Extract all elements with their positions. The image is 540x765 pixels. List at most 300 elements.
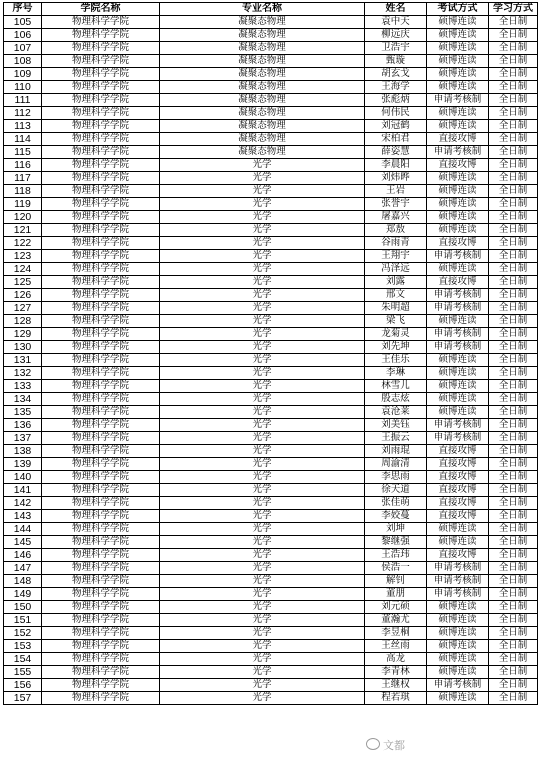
- table-row: [4, 68, 538, 81]
- cell-name: 王丝雨: [365, 640, 427, 653]
- cell-major: 光学: [160, 445, 365, 458]
- cell-index: 137: [4, 432, 42, 445]
- cell-index: 116: [4, 159, 42, 172]
- cell-exam-method: 直接攻博: [427, 484, 489, 497]
- cell-study-mode: 全日制: [489, 497, 538, 510]
- table-row: [4, 354, 538, 367]
- cell-exam-method: 申请考核制: [427, 328, 489, 341]
- cell-exam-method: 硕博连读: [427, 692, 489, 705]
- table-row: [4, 588, 538, 601]
- table-row: [4, 42, 538, 55]
- cell-study-mode: 全日制: [489, 627, 538, 640]
- table-row: [4, 315, 538, 328]
- cell-index: 114: [4, 133, 42, 146]
- cell-college: 物理科学学院: [42, 94, 160, 107]
- cell-study-mode: 全日制: [489, 367, 538, 380]
- cell-name: 刘坤: [365, 523, 427, 536]
- cell-college: 物理科学学院: [42, 198, 160, 211]
- admission-list-table: [3, 2, 538, 705]
- table-row: [4, 393, 538, 406]
- cell-major: 光学: [160, 237, 365, 250]
- cell-college: 物理科学学院: [42, 29, 160, 42]
- cell-index: 120: [4, 211, 42, 224]
- cell-exam-method: 硕博连读: [427, 185, 489, 198]
- header-name: 姓名: [365, 3, 427, 16]
- table-row: [4, 341, 538, 354]
- cell-exam-method: 硕博连读: [427, 224, 489, 237]
- cell-major: 光学: [160, 510, 365, 523]
- cell-index: 153: [4, 640, 42, 653]
- cell-index: 131: [4, 354, 42, 367]
- cell-name: 朱明超: [365, 302, 427, 315]
- cell-major: 光学: [160, 640, 365, 653]
- cell-college: 物理科学学院: [42, 341, 160, 354]
- cell-exam-method: 直接攻博: [427, 445, 489, 458]
- cell-index: 127: [4, 302, 42, 315]
- cell-name: 王继权: [365, 679, 427, 692]
- cell-study-mode: 全日制: [489, 302, 538, 315]
- cell-major: 光学: [160, 523, 365, 536]
- cell-major: 光学: [160, 484, 365, 497]
- cell-index: 146: [4, 549, 42, 562]
- cell-name: 林雪儿: [365, 380, 427, 393]
- cell-major: 光学: [160, 198, 365, 211]
- cell-major: 光学: [160, 601, 365, 614]
- cell-exam-method: 硕博连读: [427, 81, 489, 94]
- cell-study-mode: 全日制: [489, 198, 538, 211]
- table-row: [4, 666, 538, 679]
- cell-study-mode: 全日制: [489, 653, 538, 666]
- cell-study-mode: 全日制: [489, 536, 538, 549]
- cell-college: 物理科学学院: [42, 497, 160, 510]
- cell-study-mode: 全日制: [489, 224, 538, 237]
- table-row: [4, 536, 538, 549]
- cell-index: 110: [4, 81, 42, 94]
- cell-exam-method: 申请考核制: [427, 250, 489, 263]
- cell-exam-method: 硕博连读: [427, 406, 489, 419]
- cell-name: 高龙: [365, 653, 427, 666]
- cell-college: 物理科学学院: [42, 224, 160, 237]
- cell-college: 物理科学学院: [42, 627, 160, 640]
- cell-major: 光学: [160, 224, 365, 237]
- cell-college: 物理科学学院: [42, 419, 160, 432]
- cell-name: 李姣蔓: [365, 510, 427, 523]
- cell-name: 周渝清: [365, 458, 427, 471]
- header-major: 专业名称: [160, 3, 365, 16]
- cell-study-mode: 全日制: [489, 81, 538, 94]
- cell-study-mode: 全日制: [489, 328, 538, 341]
- cell-name: 徐天道: [365, 484, 427, 497]
- cell-index: 149: [4, 588, 42, 601]
- cell-study-mode: 全日制: [489, 55, 538, 68]
- cell-college: 物理科学学院: [42, 575, 160, 588]
- cell-study-mode: 全日制: [489, 601, 538, 614]
- table-row: [4, 302, 538, 315]
- table-row: [4, 211, 538, 224]
- cell-exam-method: 直接攻博: [427, 510, 489, 523]
- cell-major: 光学: [160, 263, 365, 276]
- cell-college: 物理科学学院: [42, 68, 160, 81]
- table-body: [4, 16, 538, 705]
- cell-study-mode: 全日制: [489, 172, 538, 185]
- table-row: [4, 94, 538, 107]
- table-row: [4, 198, 538, 211]
- cell-index: 133: [4, 380, 42, 393]
- cell-exam-method: 硕博连读: [427, 380, 489, 393]
- cell-major: 光学: [160, 666, 365, 679]
- cell-major: 光学: [160, 380, 365, 393]
- cell-index: 112: [4, 107, 42, 120]
- table-row: [4, 289, 538, 302]
- cell-name: 柳远庆: [365, 29, 427, 42]
- cell-index: 155: [4, 666, 42, 679]
- cell-index: 119: [4, 198, 42, 211]
- cell-study-mode: 全日制: [489, 380, 538, 393]
- cell-name: 刘露: [365, 276, 427, 289]
- cell-name: 刘炜晔: [365, 172, 427, 185]
- cell-college: 物理科学学院: [42, 159, 160, 172]
- cell-major: 光学: [160, 250, 365, 263]
- cell-college: 物理科学学院: [42, 315, 160, 328]
- cell-exam-method: 申请考核制: [427, 146, 489, 159]
- cell-major: 光学: [160, 159, 365, 172]
- cell-major: 光学: [160, 172, 365, 185]
- cell-college: 物理科学学院: [42, 432, 160, 445]
- table-row: [4, 458, 538, 471]
- cell-name: 张彪炳: [365, 94, 427, 107]
- cell-major: 光学: [160, 393, 365, 406]
- cell-name: 王振云: [365, 432, 427, 445]
- cell-major: 凝聚态物理: [160, 81, 365, 94]
- table-row: [4, 380, 538, 393]
- cell-name: 王海学: [365, 81, 427, 94]
- cell-index: 107: [4, 42, 42, 55]
- cell-study-mode: 全日制: [489, 120, 538, 133]
- cell-study-mode: 全日制: [489, 68, 538, 81]
- cell-college: 物理科学学院: [42, 302, 160, 315]
- cell-major: 光学: [160, 562, 365, 575]
- cell-major: 光学: [160, 289, 365, 302]
- cell-name: 郑敖: [365, 224, 427, 237]
- cell-exam-method: 申请考核制: [427, 94, 489, 107]
- cell-study-mode: 全日制: [489, 315, 538, 328]
- cell-index: 125: [4, 276, 42, 289]
- cell-study-mode: 全日制: [489, 211, 538, 224]
- watermark: [366, 737, 405, 753]
- cell-college: 物理科学学院: [42, 510, 160, 523]
- cell-exam-method: 申请考核制: [427, 341, 489, 354]
- cell-exam-method: 申请考核制: [427, 432, 489, 445]
- table-row: [4, 679, 538, 692]
- cell-college: 物理科学学院: [42, 523, 160, 536]
- cell-study-mode: 全日制: [489, 263, 538, 276]
- cell-college: 物理科学学院: [42, 328, 160, 341]
- cell-index: 108: [4, 55, 42, 68]
- cell-name: 薛姿慧: [365, 146, 427, 159]
- cell-name: 屠嘉兴: [365, 211, 427, 224]
- cell-study-mode: 全日制: [489, 159, 538, 172]
- header-college: 学院名称: [42, 3, 160, 16]
- cell-exam-method: 直接攻博: [427, 458, 489, 471]
- cell-name: 王浩玮: [365, 549, 427, 562]
- cell-name: 张佳萌: [365, 497, 427, 510]
- cell-study-mode: 全日制: [489, 133, 538, 146]
- cell-exam-method: 硕博连读: [427, 16, 489, 29]
- cell-study-mode: 全日制: [489, 523, 538, 536]
- cell-exam-method: 申请考核制: [427, 588, 489, 601]
- cell-college: 物理科学学院: [42, 588, 160, 601]
- cell-name: 胡玄戈: [365, 68, 427, 81]
- cell-college: 物理科学学院: [42, 393, 160, 406]
- cell-study-mode: 全日制: [489, 237, 538, 250]
- cell-index: 128: [4, 315, 42, 328]
- cell-name: 王翔宇: [365, 250, 427, 263]
- cell-study-mode: 全日制: [489, 94, 538, 107]
- cell-name: 黎继强: [365, 536, 427, 549]
- cell-major: 光学: [160, 471, 365, 484]
- cell-index: 143: [4, 510, 42, 523]
- cell-name: 李昱桐: [365, 627, 427, 640]
- table-row: [4, 263, 538, 276]
- cell-name: 王岩: [365, 185, 427, 198]
- cell-index: 152: [4, 627, 42, 640]
- cell-major: 光学: [160, 692, 365, 705]
- cell-name: 侯浩一: [365, 562, 427, 575]
- cell-major: 光学: [160, 458, 365, 471]
- cell-exam-method: 申请考核制: [427, 419, 489, 432]
- cell-major: 光学: [160, 341, 365, 354]
- cell-index: 154: [4, 653, 42, 666]
- cell-index: 148: [4, 575, 42, 588]
- cell-exam-method: 申请考核制: [427, 562, 489, 575]
- cell-index: 113: [4, 120, 42, 133]
- cell-exam-method: 硕博连读: [427, 393, 489, 406]
- cell-name: 冯泽远: [365, 263, 427, 276]
- table-row: [4, 640, 538, 653]
- cell-exam-method: 直接攻博: [427, 276, 489, 289]
- table-row: [4, 406, 538, 419]
- cell-index: 105: [4, 16, 42, 29]
- cell-study-mode: 全日制: [489, 16, 538, 29]
- cell-index: 118: [4, 185, 42, 198]
- cell-college: 物理科学学院: [42, 81, 160, 94]
- cell-study-mode: 全日制: [489, 679, 538, 692]
- cell-index: 132: [4, 367, 42, 380]
- cell-study-mode: 全日制: [489, 29, 538, 42]
- cell-index: 117: [4, 172, 42, 185]
- cell-exam-method: 硕博连读: [427, 666, 489, 679]
- cell-index: 151: [4, 614, 42, 627]
- cell-major: 凝聚态物理: [160, 107, 365, 120]
- cell-name: 李晨阳: [365, 159, 427, 172]
- cell-college: 物理科学学院: [42, 367, 160, 380]
- table-row: [4, 55, 538, 68]
- table-row: [4, 120, 538, 133]
- cell-name: 刘美钰: [365, 419, 427, 432]
- cell-index: 141: [4, 484, 42, 497]
- cell-name: 刘元硕: [365, 601, 427, 614]
- cell-study-mode: 全日制: [489, 419, 538, 432]
- cell-college: 物理科学学院: [42, 276, 160, 289]
- cell-college: 物理科学学院: [42, 484, 160, 497]
- cell-name: 李思雨: [365, 471, 427, 484]
- cell-college: 物理科学学院: [42, 289, 160, 302]
- cell-college: 物理科学学院: [42, 237, 160, 250]
- cell-major: 光学: [160, 614, 365, 627]
- cell-major: 光学: [160, 302, 365, 315]
- cell-name: 刘冠鹤: [365, 120, 427, 133]
- table-row: [4, 328, 538, 341]
- cell-major: 光学: [160, 419, 365, 432]
- cell-major: 光学: [160, 536, 365, 549]
- table-row: [4, 16, 538, 29]
- cell-index: 156: [4, 679, 42, 692]
- cell-college: 物理科学学院: [42, 640, 160, 653]
- cell-major: 光学: [160, 328, 365, 341]
- cell-exam-method: 硕博连读: [427, 198, 489, 211]
- cell-exam-method: 硕博连读: [427, 42, 489, 55]
- cell-name: 殷志炫: [365, 393, 427, 406]
- cell-major: 光学: [160, 549, 365, 562]
- cell-index: 147: [4, 562, 42, 575]
- cell-college: 物理科学学院: [42, 458, 160, 471]
- cell-college: 物理科学学院: [42, 146, 160, 159]
- cell-college: 物理科学学院: [42, 133, 160, 146]
- cell-exam-method: 硕博连读: [427, 107, 489, 120]
- cell-exam-method: 硕博连读: [427, 523, 489, 536]
- cell-index: 122: [4, 237, 42, 250]
- cell-exam-method: 硕博连读: [427, 614, 489, 627]
- cell-name: 梁飞: [365, 315, 427, 328]
- table-row: [4, 562, 538, 575]
- cell-index: 157: [4, 692, 42, 705]
- cell-study-mode: 全日制: [489, 276, 538, 289]
- cell-index: 126: [4, 289, 42, 302]
- cell-index: 135: [4, 406, 42, 419]
- cell-exam-method: 直接攻博: [427, 237, 489, 250]
- cell-name: 何伟民: [365, 107, 427, 120]
- table-row: [4, 484, 538, 497]
- cell-study-mode: 全日制: [489, 471, 538, 484]
- cell-major: 光学: [160, 497, 365, 510]
- cell-study-mode: 全日制: [489, 458, 538, 471]
- cell-college: 物理科学学院: [42, 601, 160, 614]
- cell-major: 光学: [160, 679, 365, 692]
- cell-exam-method: 申请考核制: [427, 679, 489, 692]
- cell-study-mode: 全日制: [489, 549, 538, 562]
- cell-study-mode: 全日制: [489, 484, 538, 497]
- cell-exam-method: 申请考核制: [427, 289, 489, 302]
- table-row: [4, 627, 538, 640]
- cell-college: 物理科学学院: [42, 471, 160, 484]
- cell-name: 董朋: [365, 588, 427, 601]
- table-row: [4, 237, 538, 250]
- cell-index: 123: [4, 250, 42, 263]
- watermark-text: 文都: [383, 739, 405, 752]
- table-row: [4, 107, 538, 120]
- cell-college: 物理科学学院: [42, 354, 160, 367]
- cell-college: 物理科学学院: [42, 185, 160, 198]
- cell-name: 王佳乐: [365, 354, 427, 367]
- table-row: [4, 614, 538, 627]
- cell-study-mode: 全日制: [489, 562, 538, 575]
- cell-college: 物理科学学院: [42, 666, 160, 679]
- cell-name: 刘雨琨: [365, 445, 427, 458]
- table-row: [4, 276, 538, 289]
- cell-study-mode: 全日制: [489, 185, 538, 198]
- cell-college: 物理科学学院: [42, 107, 160, 120]
- cell-exam-method: 硕博连读: [427, 211, 489, 224]
- cell-name: 卫浩宇: [365, 42, 427, 55]
- cell-major: 光学: [160, 627, 365, 640]
- cell-exam-method: 硕博连读: [427, 536, 489, 549]
- table-row: [4, 601, 538, 614]
- cell-index: 134: [4, 393, 42, 406]
- cell-name: 宋柏君: [365, 133, 427, 146]
- table-row: [4, 471, 538, 484]
- cell-exam-method: 硕博连读: [427, 55, 489, 68]
- cell-college: 物理科学学院: [42, 445, 160, 458]
- cell-exam-method: 直接攻博: [427, 471, 489, 484]
- cell-college: 物理科学学院: [42, 120, 160, 133]
- cell-index: 150: [4, 601, 42, 614]
- cell-study-mode: 全日制: [489, 107, 538, 120]
- cell-major: 光学: [160, 315, 365, 328]
- cell-major: 光学: [160, 575, 365, 588]
- cell-college: 物理科学学院: [42, 406, 160, 419]
- cell-name: 董瀚尤: [365, 614, 427, 627]
- cell-name: 邢文: [365, 289, 427, 302]
- cell-major: 凝聚态物理: [160, 68, 365, 81]
- cell-study-mode: 全日制: [489, 42, 538, 55]
- cell-major: 凝聚态物理: [160, 16, 365, 29]
- cell-college: 物理科学学院: [42, 536, 160, 549]
- cell-study-mode: 全日制: [489, 445, 538, 458]
- cell-major: 光学: [160, 406, 365, 419]
- cell-index: 121: [4, 224, 42, 237]
- cell-major: 光学: [160, 276, 365, 289]
- cell-exam-method: 硕博连读: [427, 640, 489, 653]
- cell-exam-method: 硕博连读: [427, 354, 489, 367]
- cell-exam-method: 硕博连读: [427, 601, 489, 614]
- cell-study-mode: 全日制: [489, 510, 538, 523]
- cell-study-mode: 全日制: [489, 146, 538, 159]
- cell-study-mode: 全日制: [489, 614, 538, 627]
- table-row: [4, 159, 538, 172]
- cell-study-mode: 全日制: [489, 354, 538, 367]
- cell-index: 124: [4, 263, 42, 276]
- cell-name: 袁中天: [365, 16, 427, 29]
- wechat-icon: [366, 738, 380, 750]
- table-row: [4, 549, 538, 562]
- table-row: [4, 653, 538, 666]
- table-row: [4, 510, 538, 523]
- cell-major: 光学: [160, 185, 365, 198]
- table-row: [4, 445, 538, 458]
- cell-study-mode: 全日制: [489, 575, 538, 588]
- cell-major: 光学: [160, 653, 365, 666]
- cell-name: 甄璇: [365, 55, 427, 68]
- cell-index: 138: [4, 445, 42, 458]
- table-row: [4, 29, 538, 42]
- cell-college: 物理科学学院: [42, 250, 160, 263]
- cell-major: 光学: [160, 588, 365, 601]
- table-row: [4, 432, 538, 445]
- cell-index: 115: [4, 146, 42, 159]
- cell-college: 物理科学学院: [42, 380, 160, 393]
- table-row: [4, 367, 538, 380]
- cell-major: 光学: [160, 211, 365, 224]
